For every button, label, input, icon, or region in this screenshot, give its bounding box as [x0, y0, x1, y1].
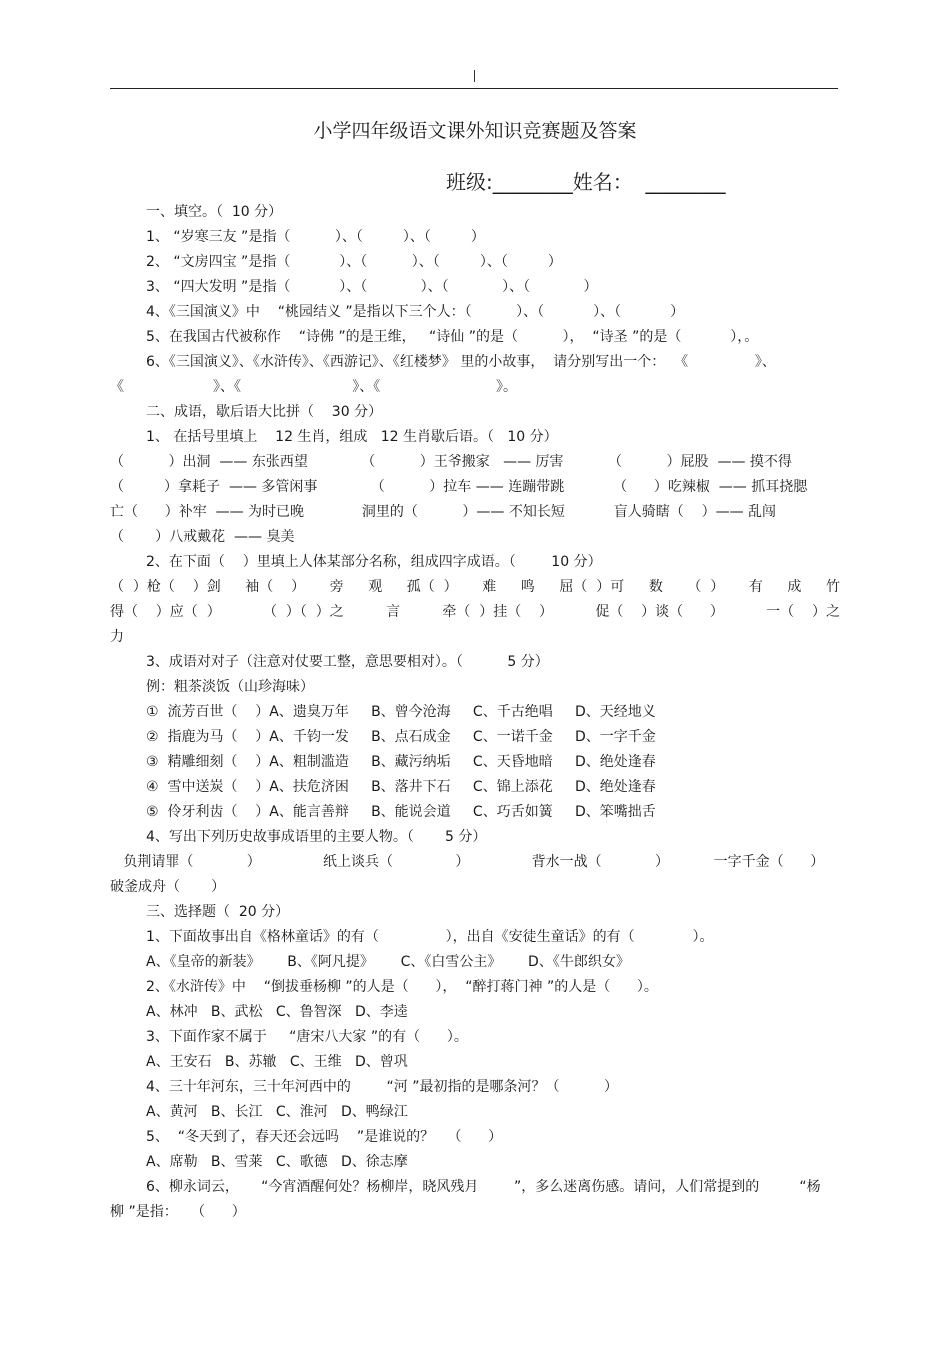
question-line: 6、《三国演义》、《水浒传》、《西游记》、《红楼梦》 里的小故事， 请分别写出一个： 《 》、	[146, 354, 776, 370]
page-title: 小学四年级语文课外知识竞赛题及答案	[313, 120, 637, 142]
idiom-fragment: （ ）枪（ ）剑	[110, 579, 221, 595]
choice-line: ② 指鹿为马（ ）A、千钧一发 B、点石成金 C、一诺千金 D、一字千金	[146, 729, 656, 745]
question-line: 5、 “冬天到了，春天还会远吗 ”是谁说的？ （ ）	[146, 1129, 503, 1145]
question-line: 4、三十年河东，三十年河西中的 “河 ”最初指的是哪条河？（ ）	[146, 1079, 618, 1095]
idiom-fragment: 孤（ ）	[406, 579, 458, 595]
idiom-fragment: 观	[368, 579, 383, 595]
question-line: 2、《水浒传》中 “倒拔垂杨柳 ”的人是（ ）， “醉打蒋门神 ”的人是（ ）。	[146, 979, 658, 995]
header-rule	[110, 88, 838, 89]
idiom-fragment: 屈（ ）可	[559, 579, 625, 595]
answer-line: 力	[110, 629, 124, 645]
answer-line: （ ）八戒戴花 —— 臭美	[110, 529, 295, 545]
answer-line: 亡（ ）补牢 —— 为时已晚 洞里的（ ）—— 不知长短 盲人骑瞎（ ）—— 乱闯	[110, 504, 777, 520]
idiom-fragment: 数	[648, 579, 663, 595]
answer-line: （ ）拿耗子 —— 多管闲事 （ ）拉车 —— 连蹦带跳 （ ）吃辣椒 —— 抓耳挠腮	[110, 479, 808, 495]
idiom-fragment: 牵（ ）挂（ ）	[442, 604, 554, 620]
choice-line: A、席勒 B、雪莱 C、歌德 D、徐志摩	[146, 1154, 408, 1170]
answer-line: 负荆请罪（ ） 纸上谈兵（ ） 背水一战（ ） 一字千金（ ）	[110, 854, 825, 870]
idiom-fragment: 促（ ）谈（ ）	[595, 604, 724, 620]
idiom-row-1	[110, 575, 840, 600]
question-line: 1、下面故事出自《格林童话》的有（ ），出自《安徒生童话》的有（ ）。	[146, 929, 714, 945]
choice-line: A、林冲 B、武松 C、鲁智深 D、李逵	[146, 1004, 408, 1020]
idiom-fragment: 言	[386, 604, 401, 620]
idiom-fragment: 鸣	[520, 579, 535, 595]
choice-line: ④ 雪中送炭（ ）A、扶危济困 B、落井下石 C、锦上添花 D、绝处逢春	[146, 779, 656, 795]
choice-line: A、王安石 B、苏辙 C、王维 D、曾巩	[146, 1054, 408, 1070]
choice-line: ⑤ 伶牙利齿（ ）A、能言善辩 B、能说会道 C、巧舌如簧 D、笨嘴拙舌	[146, 804, 656, 820]
section-heading: 二、成语，歇后语大比拼（ 30 分）	[146, 404, 383, 420]
choice-line: A、《皇帝的新装》 B、《阿凡提》 C、《白雪公主》 D、《牛郎织女》	[146, 954, 630, 970]
answer-line: 破釜成舟（ ）	[110, 879, 226, 895]
idiom-fragment: 有	[748, 579, 763, 595]
question-line: 《 》、《 》、《 》。	[110, 379, 517, 395]
class-name-line: 班级:________姓名： ________	[446, 170, 726, 194]
choice-line: A、黄河 B、长江 C、淮河 D、鸭绿江	[146, 1104, 408, 1120]
idiom-fragment: 竹	[825, 579, 840, 595]
question-line: 3、下面作家不属于 “唐宋八大家 ”的有（ ）。	[146, 1029, 468, 1045]
question-line: 柳 ”是指： （ ）	[110, 1204, 246, 1220]
section-heading: 一、填空。（ 10 分）	[146, 204, 283, 220]
header-tick	[474, 70, 475, 82]
section-heading: 三、选择题（ 20 分）	[146, 904, 290, 920]
question-line: 2、 “文房四宝 ”是指（ ）、（ ）、（ ）、（ ）	[146, 254, 562, 270]
question-line: 1、 “岁寒三友 ”是指（ ）、（ ）、（ ）	[146, 229, 485, 245]
idiom-fragment: 难	[482, 579, 497, 595]
question-line: 4、《三国演义》中 “桃园结义 ”是指以下三个人：（ ）、（ ）、（ ）	[146, 304, 685, 320]
document-body	[110, 200, 840, 1225]
idiom-fragment: （ ）	[687, 579, 725, 595]
example-line: 例：粗茶淡饭（山珍海味）	[146, 679, 314, 695]
choice-line: ① 流芳百世（ ）A、遗臭万年 B、曾今沧海 C、千古绝唱 D、天经地义	[146, 704, 656, 720]
idiom-fragment: （ ）（ ）之	[262, 604, 344, 620]
idiom-fragment: 成	[787, 579, 802, 595]
question-line: 5、在我国古代被称作 “诗佛 ”的是王维， “诗仙 ”的是（ ）， “诗圣 ”的是（ ），。	[146, 329, 759, 345]
question-line: 1、 在括号里填上 12 生肖，组成 12 生肖歇后语。（ 10 分）	[146, 429, 558, 445]
idiom-fragment: 得（ ）应（ ）	[110, 604, 221, 620]
question-line: 3、 “四大发明 ”是指（ ）、（ ）、（ ）、（ ）	[146, 279, 598, 295]
idiom-fragment: 一（ ）之	[766, 604, 840, 620]
idiom-row-2	[110, 600, 840, 625]
question-line: 2、在下面（ ）里填上人体某部分名称，组成四字成语。（ 10 分）	[146, 554, 602, 570]
question-line: 3、成语对对子（注意对仗要工整，意思要相对）。（ 5 分）	[146, 654, 549, 670]
idiom-fragment: 旁	[329, 579, 344, 595]
question-line: 6、柳永词云， “今宵酒醒何处？杨柳岸，晓风残月 ”，多么迷离伤感。请问，人们常提到的 “杨	[146, 1179, 821, 1195]
choice-line: ③ 精雕细刻（ ）A、粗制滥造 B、藏污纳垢 C、天昏地暗 D、绝处逢春	[146, 754, 656, 770]
question-line: 4、写出下列历史故事成语里的主要人物。（ 5 分）	[146, 829, 487, 845]
idiom-fragment: 袖（ ）	[245, 579, 306, 595]
answer-line: （ ）出洞 —— 东张西望 （ ）王爷搬家 —— 厉害 （ ）屁股 —— 摸不得	[110, 454, 792, 470]
